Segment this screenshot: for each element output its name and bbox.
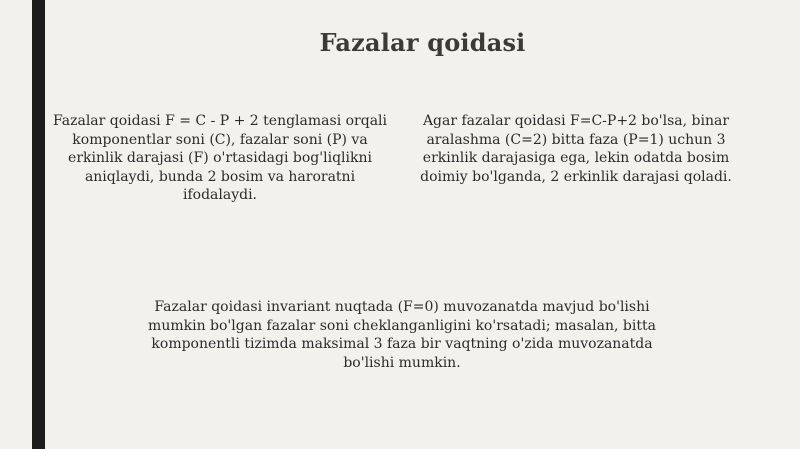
slide-side-bar [32, 0, 45, 449]
paragraph-left: Fazalar qoidasi F = C - P + 2 tenglamasi orqali komponentlar soni (C), fazalar soni (P) va erkinlik darajasi (F) o'rtasidagi bog'liqlikni aniqlaydi, bunda 2 bosim va haroratni ifodalaydi. [52, 113, 388, 203]
paragraph-right: Agar fazalar qoidasi F=C-P+2 bo'lsa, binar aralashma (C=2) bitta faza (P=1) uchun 3 erkinlik darajasiga ega, lekin odatda bosim doimiy bo'lganda, 2 erkinlik darajasi qoladi. [420, 113, 732, 185]
paragraph-bottom: Fazalar qoidasi invariant nuqtada (F=0) muvozanatda mavjud bo'lishi mumkin bo'lgan fazalar soni cheklanganligini ko'rsatadi; masalan, bitta komponentli tizimda maksimal 3 faza bir vaqtning o'zida muvozanatda bo'lishi mumkin. [148, 299, 656, 371]
slide-title: Fazalar qoidasi [319, 28, 526, 57]
